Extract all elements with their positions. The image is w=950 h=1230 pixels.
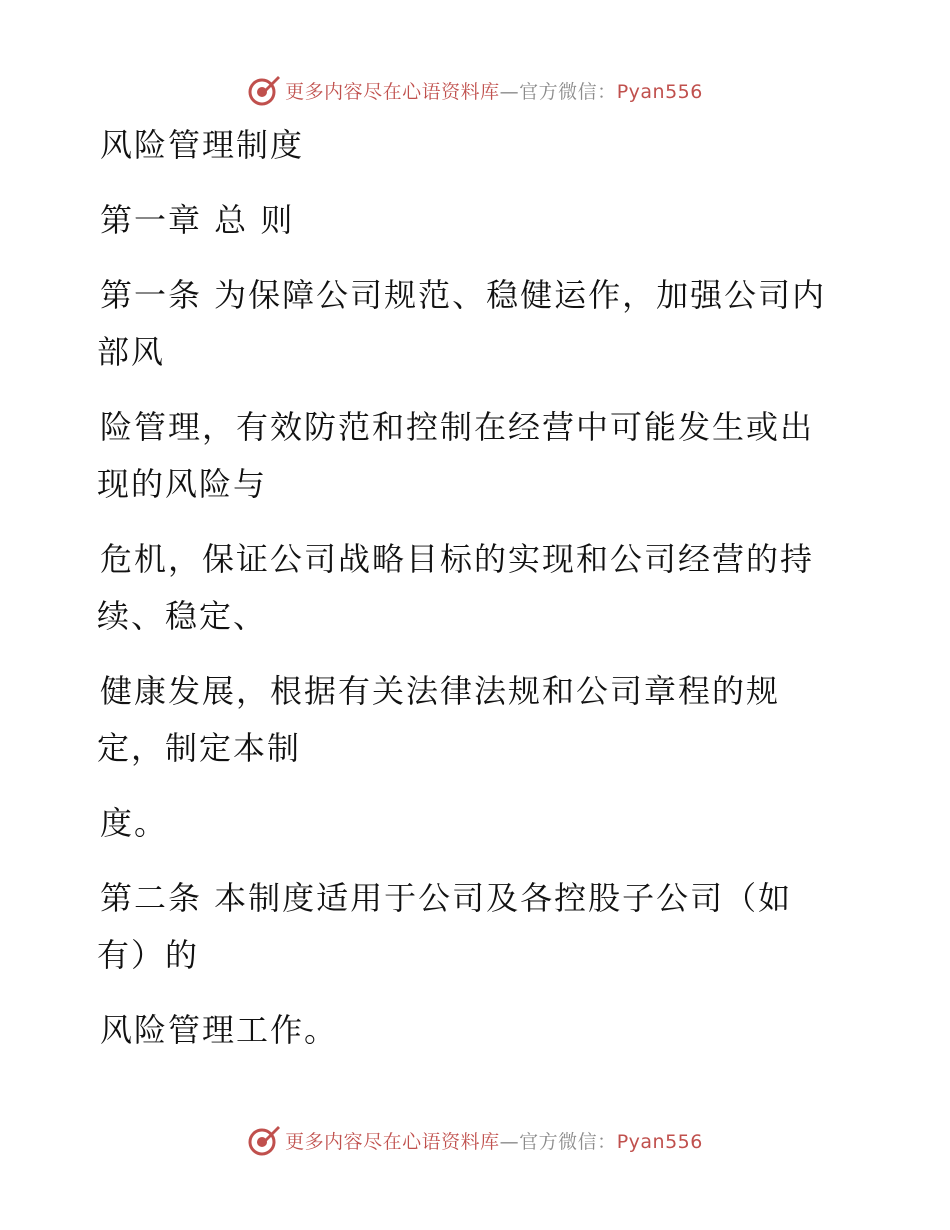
brush-logo-icon [247,73,281,107]
banner-text [285,77,703,104]
banner-wechat-label: 官方微信： [519,1130,617,1153]
paragraph-line: 风险管理工作。 [100,1011,339,1049]
banner-text [285,1127,703,1154]
banner-dash: — [499,1130,520,1153]
paragraph-line: 健康发展，根据有关法律法规和公司章程的规 [100,672,781,710]
chapter-heading: 第一章 总 则 [100,201,295,239]
banner-main-text: 更多内容尽在心语资料库 [285,1130,500,1153]
document-title: 风险管理制度 [100,126,305,164]
paragraph-line: 危机，保证公司战略目标的实现和公司经营的持 [100,540,815,578]
paragraph-line: 度。 [100,804,169,842]
paragraph-line: 第二条 本制度适用于公司及各控股子公司（如 [100,879,793,917]
banner-wechat-id: Pyan556 [616,1130,703,1153]
paragraph-line: 定，制定本制 [97,729,302,767]
brush-logo-icon [247,1123,281,1157]
paragraph-line: 部风 [97,333,166,371]
banner-wechat-label: 官方微信： [519,80,617,103]
paragraph-line: 第一条 为保障公司规范、稳健运作，加强公司内 [100,276,827,314]
banner-main-text: 更多内容尽在心语资料库 [285,80,500,103]
banner-wechat-id: Pyan556 [616,80,703,103]
paragraph-line: 险管理，有效防范和控制在经营中可能发生或出 [100,408,815,446]
paragraph-line: 有）的 [97,936,200,974]
paragraph-line: 续、稳定、 [97,597,268,635]
paragraph-line: 现的风险与 [97,465,268,503]
banner-dash: — [499,80,520,103]
footer-banner [0,1120,950,1160]
header-banner [0,70,950,110]
